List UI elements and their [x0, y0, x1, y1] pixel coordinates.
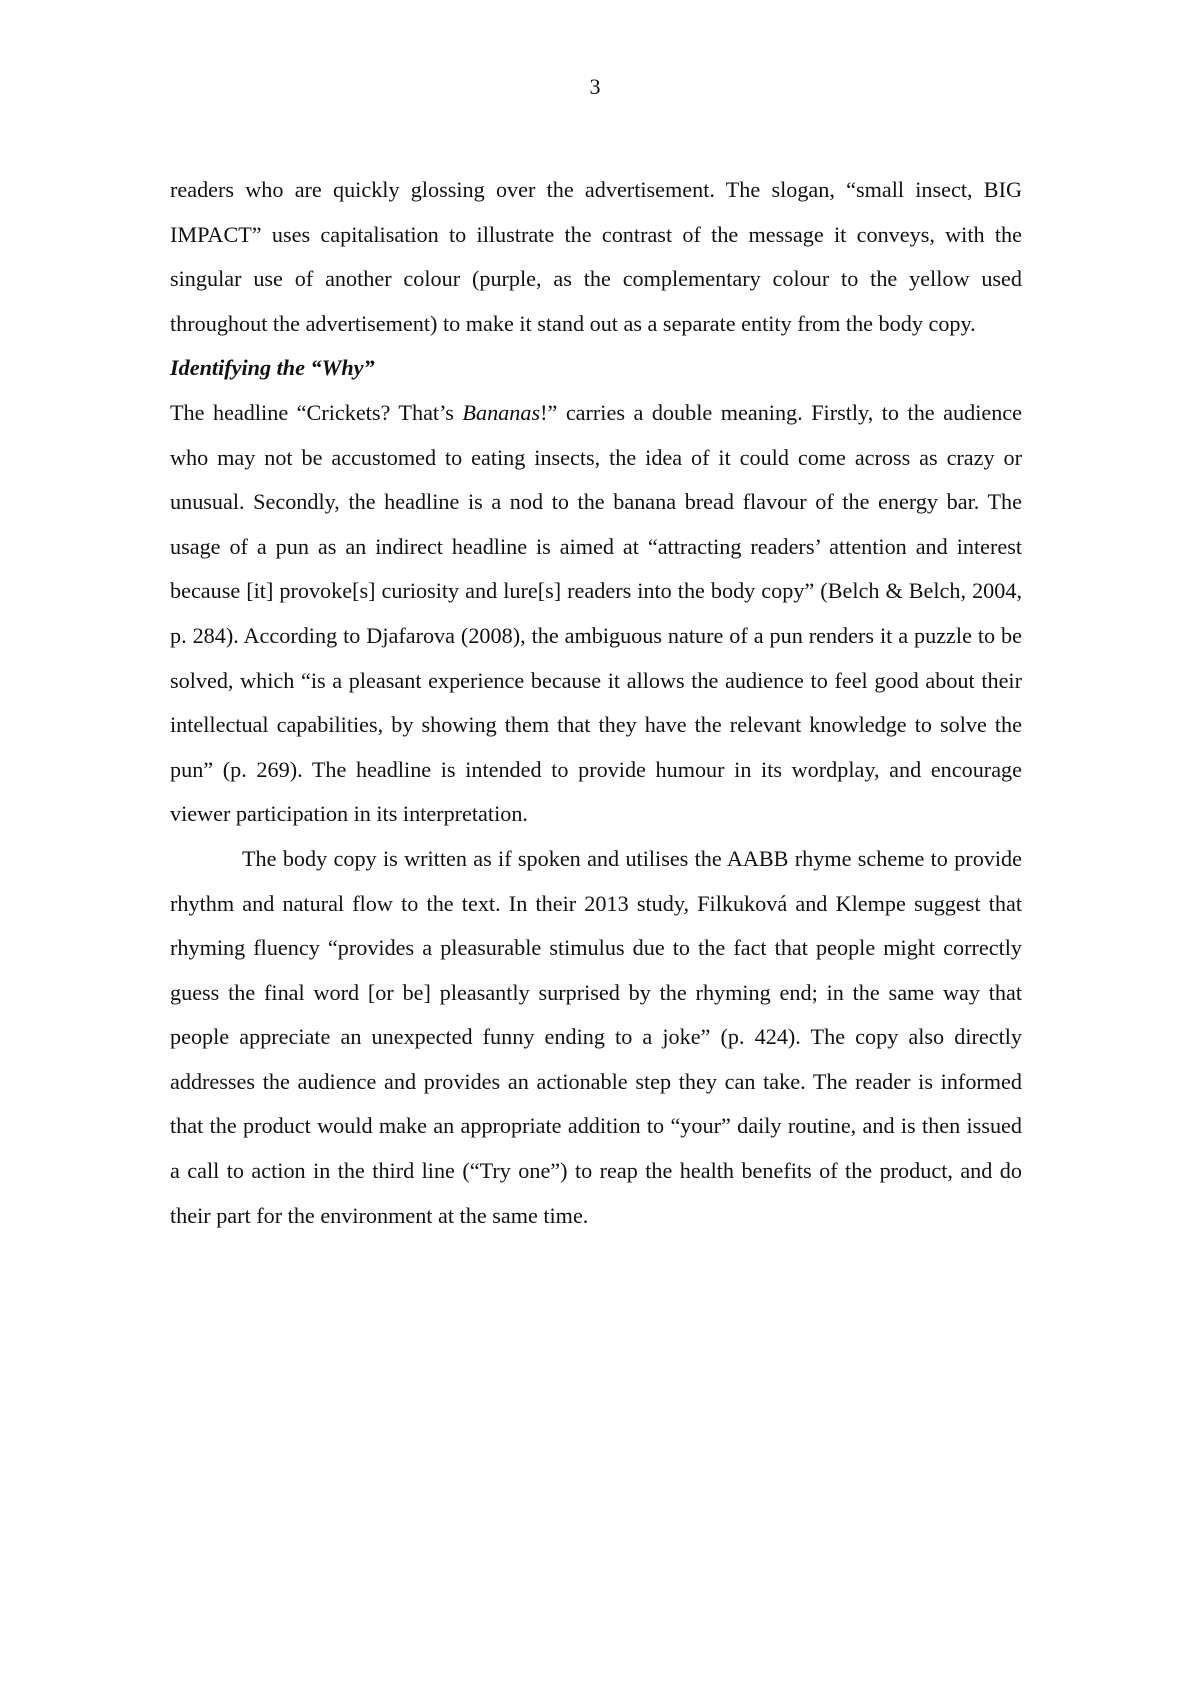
document-body	[170, 168, 1022, 1238]
paragraph-headline-analysis	[170, 391, 1022, 837]
section-heading: Identifying the “Why”	[170, 355, 375, 381]
paragraph-headline-text-start: The headline “Crickets? That’s	[170, 399, 463, 425]
paragraph-slogan-analysis: readers who are quickly glossing over the advertisement. The slogan, “small insect, BIG IMPACT” uses capitalisation to illustrate the contrast of the message it conveys, with the singular use of another colour (purple, as the complementary colour to the yellow used throughout the advertisement) to make it stand out as a separate entity from the body copy.	[170, 177, 1022, 336]
paragraph-body-copy-analysis: The body copy is written as if spoken and utilises the AABB rhyme scheme to provide rhythm and natural flow to the text. In their 2013 study, Filkuková and Klempe suggest that rhyming fluency “provides a pleasurable stimulus due to the fact that people might correctly guess the final word [or be] pleasantly surprised by the rhyming end; in the same way that people appreciate an unexpected funny ending to a joke” (p. 424). The copy also directly addresses the audience and provides an actionable step they can take. The reader is informed that the product would make an appropriate addition to “your” daily routine, and is then issued a call to action in the third line (“Try one”) to reap the health benefits of the product, and do their part for the environment at the same time.	[170, 845, 1022, 1228]
page-number: 3	[589, 74, 601, 99]
paragraph-headline-text-rest: !” carries a double meaning. Firstly, to the audience who may not be accustomed to eating insects, the idea of it could come across as crazy or unusual. Secondly, the headline is a nod to the banana bread flavour of the energy bar. The usage of a pun as an indirect headline is aimed at “attracting readers’ attention and interest because [it] provoke[s] curiosity and lure[s] readers into the body copy” (Belch & Belch, 2004, p. 284). According to Djafarova (2008), the ambiguous nature of a pun renders it a puzzle to be solved, which “is a pleasant experience because it allows the audience to feel good about their intellectual capabilities, by showing them that they have the relevant knowledge to solve the pun” (p. 269). The headline is intended to provide humour in its wordplay, and encourage viewer participation in its interpretation.	[170, 399, 1023, 827]
paragraph-headline-italic-word: Bananas	[462, 399, 541, 425]
